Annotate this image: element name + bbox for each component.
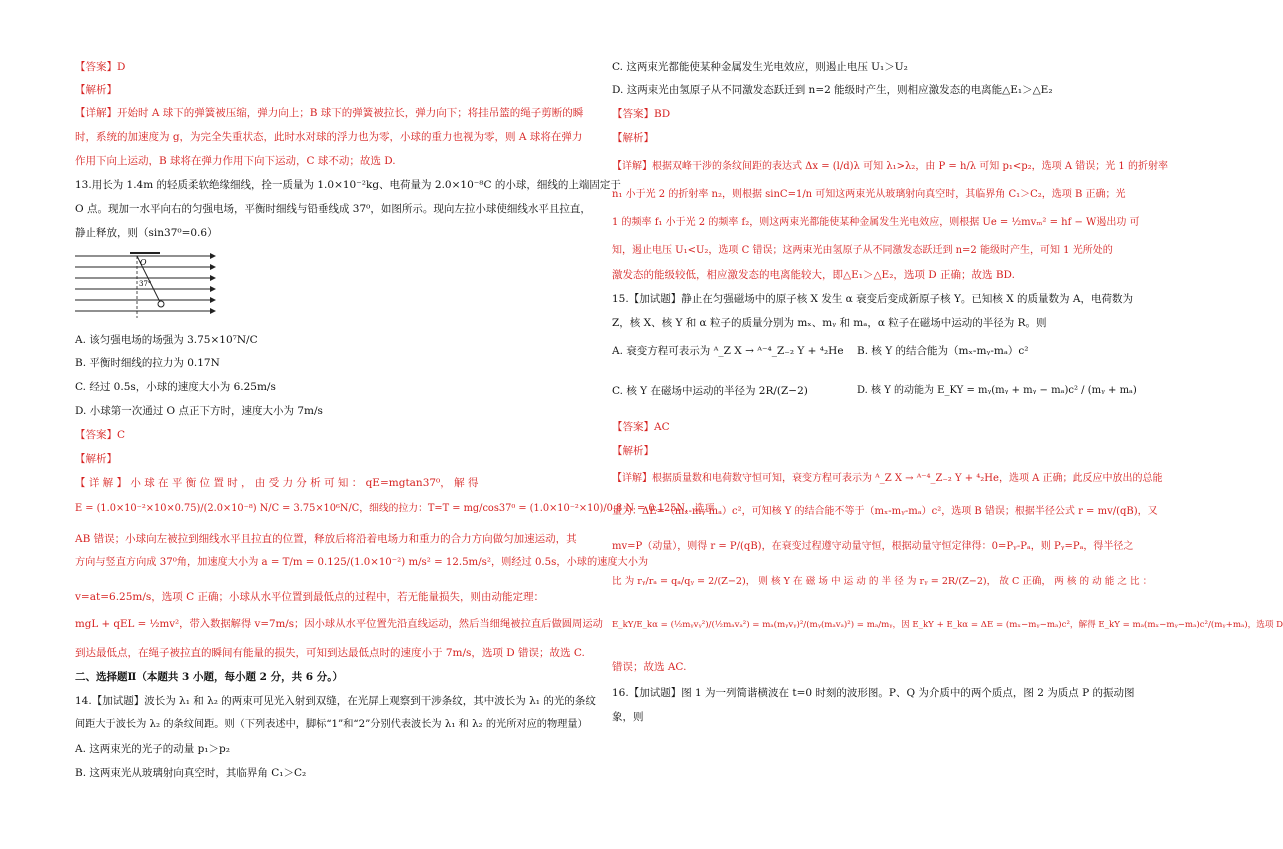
q13-detail-line: 到达最低点，在绳子被拉直的瞬间有能量的损失，可知到达最低点时的速度小于 7m/s，选项 D 错误；故选 C. [75,647,585,659]
q13-option-c: C. 经过 0.5s，小球的速度大小为 6.25m/s [75,381,276,393]
q13-detail-line: E = (1.0×10⁻²×10×0.75)/(2.0×10⁻⁸) N/C = 3.75×10⁶N/C，细线的拉力：T=T = mg/cos37⁰ = (1.0×10⁻²×10)/0.8 N = 0.125N，选项 [75,503,715,514]
q12-detail-line: 时，系统的加速度为 g，为完全失重状态，此时水对球的浮力也为零，小球的重力也视为零，则 A 球将在弹力 [75,131,583,143]
q13-detail-line: AB 错误；小球向左被拉到细线水平且拉直的位置，释放后将沿着电场力和重力的合力方向做匀加速运动，其 [75,533,577,545]
q15-detail-line: 错误；故选 AC. [612,661,687,673]
q14-stem-line: 间距大于波长为 λ₂ 的条纹间距。则（下列表述中，脚标“1”和“2”分别代表波长为 λ₁ 和 λ₂ 的光所对应的物理量） [75,719,588,730]
q14-detail-line: 知，遏止电压 U₁<U₂，选项 C 错误；这两束光由氢原子从不同激发态跃迁到 n=2 能级时产生，可知 1 光所处的 [612,245,1113,256]
q14-option-c: C. 这两束光都能使某种金属发生光电效应，则遏止电压 U₁＞U₂ [612,61,908,73]
q13-option-b: B. 平衡时细线的拉力为 0.17N [75,357,220,369]
q12-detail-line: 作用下向上运动，B 球将在弹力作用下向下运动，C 球不动；故选 D. [75,155,396,167]
q15-option-d: D. 核 Y 的动能为 E_KY = mᵧ(mᵧ + mᵧ − mₐ)c² / (mᵧ + mₐ) [857,385,1137,396]
q16-stem-line: 象，则 [612,711,644,723]
q14-answer: 【答案】BD [612,108,671,120]
q15-stem-line: 15.【加试题】静止在匀强磁场中的原子核 X 发生 α 衰变后变成新原子核 Y。已知核 X 的质量数为 A，电荷数为 [612,293,1133,305]
q13-figure-angle: 37° [139,280,152,288]
q15-detail-line: mv=P（动量），则得 r = P/(qB)，在衰变过程遵守动量守恒，根据动量守恒定律得：0=Pᵧ-Pₐ，则 Pᵧ=Pₐ，得半径之 [612,541,1134,552]
q13-stem-line: 13.用长为 1.4m 的轻质柔软绝缘细线，拴一质量为 1.0×10⁻²kg、电荷量为 2.0×10⁻⁸C 的小球，细线的上端固定于 [75,179,621,191]
q14-detail-line: 1 的频率 f₁ 小于光 2 的频率 f₂，则这两束光都能使某种金属发生光电效应，则根据 Ue = ½mvₘ² = hf − W遏出功 可 [612,217,1140,228]
q15-detail-line: 比 为 rᵧ/rₐ = qₐ/qᵧ = 2/(Z−2)， 则 核 Y 在 磁 场 中 运 动 的 半 径 为 rᵧ = 2R/(Z−2)， 故 C 正确， 两 核 的 动 能 之 比 ： [612,576,1153,587]
q13-field-diagram [75,250,225,320]
q13-stem-line: 静止释放，则（sin37⁰=0.6） [75,227,218,239]
q13-detail-line: 【 详 解 】 小 球 在 平 衡 位 置 时 ， 由 受 力 分 析 可 知 ： qE=mgtan37⁰， 解 得 [75,477,479,489]
q14-detail-line: n₁ 小于光 2 的折射率 n₂，则根据 sinC=1/n 可知这两束光从玻璃射向真空时，其临界角 C₁＞C₂，选项 B 正确；光 [612,189,1126,200]
q14-detail-line: 【详解】根据双峰干涉的条纹间距的表达式 Δx = (l/d)λ 可知 λ₁>λ₂，由 P = h/λ 可知 p₁<p₂，选项 A 错误；光 1 的折射率 [612,161,1168,172]
q13-detail-line: v=at=6.25m/s，选项 C 正确；小球从水平位置到最低点的过程中，若无能量损失，则由动能定理： [75,591,544,603]
q15-detail-line: 量为：ΔE=（mₓ-mᵧ-mₐ）c²，可知核 Y 的结合能不等于（mₓ-mᵧ-mₐ）c²，选项 B 错误；根据半径公式 r = mv/(qB)，又 [612,506,1158,517]
q15-option-c: C. 核 Y 在磁场中运动的半径为 2R/(Z−2) [612,385,808,397]
q14-stem-line: 14.【加试题】波长为 λ₁ 和 λ₂ 的两束可见光入射到双缝，在光屏上观察到干涉条纹，其中波长为 λ₁ 的光的条纹 [75,695,596,707]
q13-analysis-label: 【解析】 [75,453,117,465]
q13-option-a: A. 该匀强电场的场强为 3.75×10⁷N/C [75,334,258,346]
q15-option-b: B. 核 Y 的结合能为（mₓ-mᵧ-mₐ）c² [857,345,1029,357]
q13-detail-line: 方向与竖直方向成 37⁰角，加速度大小为 a = T/m = 0.125/(1.0×10⁻²) m/s² = 12.5m/s²，则经过 0.5s，小球的速度大小为 [75,557,649,568]
q14-analysis-label: 【解析】 [612,132,654,144]
section-2-title: 二、选择题Ⅱ（本题共 3 小题，每小题 2 分，共 6 分。） [75,671,343,683]
q14-detail-line: 激发态的能级较低，相应激发态的电离能较大，即△E₁＞△E₂，选项 D 正确；故选 BD. [612,269,1015,281]
q14-option-a: A. 这两束光的光子的动量 p₁＞p₂ [75,743,230,755]
q16-stem-line: 16.【加试题】图 1 为一列简谐横波在 t=0 时刻的波形图。P、Q 为介质中的两个质点，图 2 为质点 P 的振动图 [612,687,1135,699]
q15-stem-line: Z，核 X、核 Y 和 α 粒子的质量分别为 mₓ、mᵧ 和 mₐ，α 粒子在磁场中运动的半径为 R。则 [612,317,1047,329]
q15-analysis-label: 【解析】 [612,445,654,457]
q15-option-a: A. 衰变方程可表示为 ᴬ_Z X → ᴬ⁻⁴_Z₋₂ Y + ⁴₂He [612,345,844,357]
q13-option-d: D. 小球第一次通过 O 点正下方时，速度大小为 7m/s [75,405,323,417]
q15-detail-line: E_kY/E_kα = (½mᵧvᵧ²)/(½mₐvₐ²) = mₐ(mᵧvᵧ)²/(mᵧ(mₐvₐ)²) = mₐ/mᵧ，因 E_kY + E_kα = ΔE = (mₓ−mᵧ−mₐ)c²，解得 E_kY = mₐ(mₓ−mᵧ−mₐ)c²/(mᵧ+mₐ)，选项 D [612,620,1283,630]
q15-detail-line: 【详解】根据质量数和电荷数守恒可知，衰变方程可表示为 ᴬ_Z X → ᴬ⁻⁴_Z₋₂ Y + ⁴₂He，选项 A 正确；此反应中放出的总能 [612,473,1163,484]
q15-answer: 【答案】AC [612,421,670,433]
q13-stem-line: O 点。现加一水平向右的匀强电场，平衡时细线与铅垂线成 37⁰，如图所示。现向左拉小球使细线水平且拉直， [75,203,591,215]
q12-answer: 【答案】D [75,61,126,73]
q13-figure-point-o: O [140,258,147,267]
q12-detail-line: 【详解】开始时 A 球下的弹簧被压缩，弹力向上；B 球下的弹簧被拉长，弹力向下；将挂吊篮的绳子剪断的瞬 [75,107,584,119]
q13-answer: 【答案】C [75,429,126,441]
q12-analysis-label: 【解析】 [75,84,117,96]
q14-option-b: B. 这两束光从玻璃射向真空时，其临界角 C₁＞C₂ [75,767,307,779]
q13-detail-line: mgL + qEL = ½mv²，带入数据解得 v=7m/s；因小球从水平位置先沿直线运动，然后当细绳被拉直后做圆周运动 [75,618,603,630]
q14-option-d: D. 这两束光由氢原子从不同激发态跃迁到 n=2 能级时产生，则相应激发态的电离能△E₁＞△E₂ [612,84,1053,96]
